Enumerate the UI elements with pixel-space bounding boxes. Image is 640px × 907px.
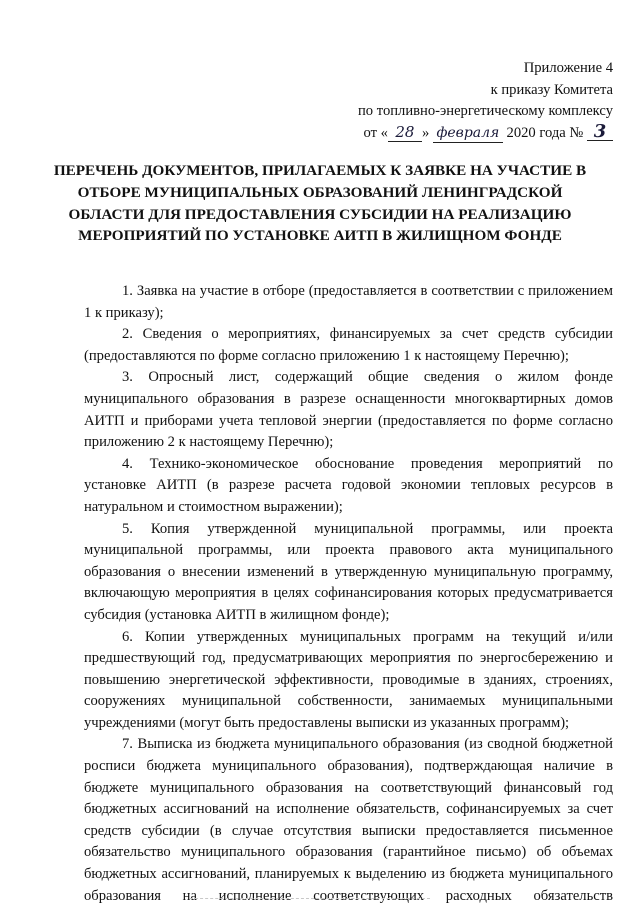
appendix-date-line [358,120,613,145]
document-title: ПЕРЕЧЕНЬ ДОКУМЕНТОВ, ПРИЛАГАЕМЫХ К ЗАЯВКЕ НА УЧАСТИЕ В ОТБОРЕ МУНИЦИПАЛЬНЫХ ОБРАЗОВАНИЙ ЛЕНИНГРАДСКОЙ ОБЛАСТИ ДЛЯ ПРЕДОСТАВЛЕНИЯ СУБСИДИИ НА РЕАЛИЗАЦИЮ МЕРОПРИЯТИЙ ПО УСТАНОВКЕ АИТП В ЖИЛИЩНОМ ФОНДЕ [53,162,587,245]
appendix-line-2: к приказу Комитета [490,81,613,98]
handwritten-day: 28 [388,124,422,142]
appendix-header [358,58,613,144]
list-item: 6. Копии утвержденных муниципальных программ на текущий и/или предшествующий год, предусматривающих мероприятия по энергосбережению и повышению энергетической эффективности, проводимые в зданиях, строениях, сооружениях муниципальной собственности, занимаемых муниципальными учреждениями (могут быть предоставлены выписки из указанных программ); [84,628,613,731]
date-separator: » [421,124,433,141]
list-item: 2. Сведения о мероприятиях, финансируемых за счет средств субсидии (предоставляются по форме согласно приложению 1 к настоящему Перечню); [84,326,613,364]
list-item: 4. Технико-экономическое обоснование проведения мероприятий по установке АИТП (в разрезе расчета годовой экономии тепловых ресурсов в натуральном и стоимостном выражении); [84,455,613,515]
document-body [84,281,613,907]
list-item: 3. Опросный лист, содержащий общие сведения о жилом фонде муниципального образования в разрезе оснащенности многоквартирных домов АИТП и приборами учета тепловой энергии (предоставляется по форме согласно приложению 2 к настоящему Перечню); [84,369,613,451]
list-item: 1. Заявка на участие в отборе (предоставляется в соответствии с приложением 1 к приказу); [84,283,613,321]
date-prefix: от « [363,124,388,141]
handwritten-order-number: 3 [587,123,613,141]
appendix-line-3: по топливно-энергетическому комплексу [358,103,613,119]
date-suffix: 2020 года № [502,124,587,141]
list-item: 5. Копия утвержденной муниципальной программы, или проекта муниципальной программы, или проекта правового акта муниципального образования о внесении изменений в утвержденную муниципальную программу, включающую мероприятия в целях софинансирования которых предусматривается субсидия (установка АИТП в жилищном фонде); [84,520,613,623]
appendix-line-1: Приложение 4 [523,60,613,76]
list-item: 7. Выписка из бюджета муниципального образования (из сводной бюджетной росписи бюджета муниципального образования), подтверждающая наличие в бюджете муниципального образования на соответствующий финансовый год бюджетных ассигнований на исполнение обязательств, софинансируемых за счет средств субсидии (в случае отсутствия выписки предоставляется письменное обязательство муниципального образования (гарантийное письмо) об объемах бюджетных ассигнований, планируемых к выделению из бюджета муниципального образования на исполнение соответствующих расходных обязательств [84,736,613,904]
handwritten-month: февраля [433,125,503,143]
page-bottom-divider [190,898,430,900]
